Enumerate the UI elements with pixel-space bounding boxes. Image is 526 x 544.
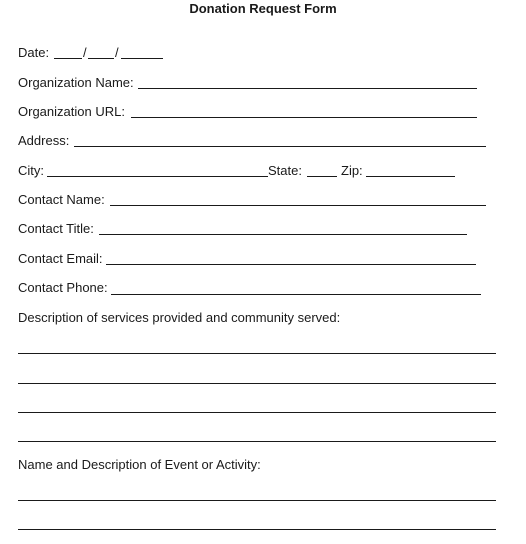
date-day-field[interactable] xyxy=(88,58,114,59)
date-separator: / xyxy=(115,45,119,60)
services-description-line-4[interactable] xyxy=(18,441,496,442)
contact-phone-field[interactable] xyxy=(111,294,481,295)
contact-title-label: Contact Title: xyxy=(18,221,94,236)
event-description-label: Name and Description of Event or Activity: xyxy=(18,457,261,472)
contact-name-label: Contact Name: xyxy=(18,192,105,207)
date-year-field[interactable] xyxy=(121,58,163,59)
state-label: State: xyxy=(268,163,302,178)
date-label: Date: xyxy=(18,45,50,60)
contact-title-field[interactable] xyxy=(99,234,467,235)
date-separator: / xyxy=(83,45,87,60)
zip-label: Zip: xyxy=(341,163,363,178)
contact-phone-label: Contact Phone: xyxy=(18,280,108,295)
services-description-line-1[interactable] xyxy=(18,353,496,354)
city-label: City: xyxy=(18,163,44,178)
address-label: Address: xyxy=(18,133,70,148)
contact-email-field[interactable] xyxy=(106,264,476,265)
organization-name-field[interactable] xyxy=(138,88,477,89)
zip-field[interactable] xyxy=(366,176,455,177)
services-description-label: Description of services provided and community served: xyxy=(18,310,341,325)
state-field[interactable] xyxy=(307,176,337,177)
form-title: Donation Request Form xyxy=(189,1,337,16)
contact-name-field[interactable] xyxy=(110,205,486,206)
services-description-line-2[interactable] xyxy=(18,383,496,384)
address-field[interactable] xyxy=(74,146,486,147)
event-description-line-1[interactable] xyxy=(18,500,496,501)
services-description-line-3[interactable] xyxy=(18,412,496,413)
organization-url-label: Organization URL: xyxy=(18,104,125,119)
contact-email-label: Contact Email: xyxy=(18,251,103,266)
event-description-line-2[interactable] xyxy=(18,529,496,530)
date-month-field[interactable] xyxy=(54,58,82,59)
organization-name-label: Organization Name: xyxy=(18,75,134,90)
organization-url-field[interactable] xyxy=(131,117,477,118)
city-field[interactable] xyxy=(47,176,268,177)
